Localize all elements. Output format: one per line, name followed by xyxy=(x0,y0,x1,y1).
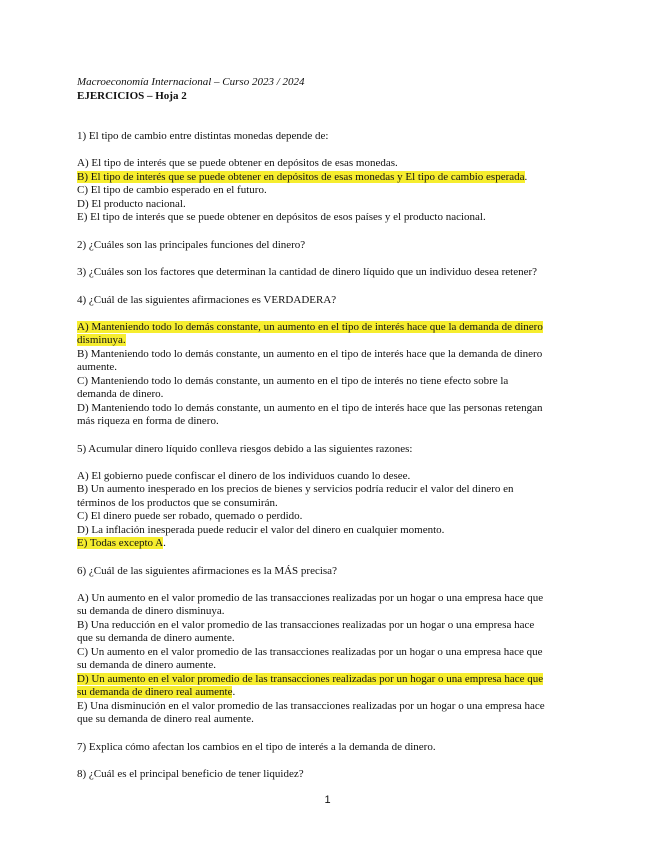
q1-option-a: A) El tipo de interés que se puede obtener en depósitos de esas monedas. xyxy=(77,157,398,169)
document-page xyxy=(77,76,587,782)
course-header: Macroeconomía Internacional – Curso 2023 / 2024 xyxy=(77,76,305,88)
highlighted-answer: E) Todas excepto A xyxy=(77,537,164,549)
q4-option-c: C) Manteniendo todo lo demás constante, un aumento en el tipo de interés no tiene efecto sobre la demanda de dinero. xyxy=(77,374,509,400)
highlighted-answer-cont: su demanda de dinero real aumente xyxy=(77,686,233,698)
question-1: 1) El tipo de cambio entre distintas monedas depende de: xyxy=(77,130,329,142)
question-4: 4) ¿Cuál de las siguientes afirmaciones es VERDADERA? xyxy=(77,293,337,306)
q5-option-e: E) Todas excepto A. xyxy=(77,537,166,549)
page-number: 1 xyxy=(324,794,331,806)
q4-option-d: D) Manteniendo todo lo demás constante, un aumento en el tipo de interés hace que las personas retengan más riqueza en forma de dinero. xyxy=(77,401,543,427)
question-6: 6) ¿Cuál de las siguientes afirmaciones es la MÁS precisa? xyxy=(77,564,337,577)
question-3: 3) ¿Cuáles son los factores que determinan la cantidad de dinero líquido que un individuo desea retener? xyxy=(77,266,538,278)
highlighted-answer: B) El tipo de interés que se puede obtener en depósitos de esas monedas y El tipo de cambio esperada xyxy=(77,170,525,183)
q5-option-b: B) Un aumento inesperado en los precios de bienes y servicios podría reducir el valor del dinero en términos de los productos que se consumirán. xyxy=(77,483,514,509)
question-5: 5) Acumular dinero líquido conlleva riesgos debido a las siguientes razones: xyxy=(77,442,413,455)
q6-option-b: B) Una reducción en el valor promedio de las transacciones realizadas por un hogar o una empresa hace que su demanda de dinero aumente. xyxy=(77,618,535,644)
highlighted-answer: D) Un aumento en el valor promedio de las transacciones realizadas por un hogar o una empresa hace que xyxy=(77,672,544,685)
q1-option-d: D) El producto nacional. xyxy=(77,197,186,210)
q4-option-b: B) Manteniendo todo lo demás constante, un aumento en el tipo de interés hace que la demanda de dinero aumente. xyxy=(77,347,543,373)
q5-option-d: D) La inflación inesperada puede reducir el valor del dinero en cualquier momento. xyxy=(77,523,445,536)
q1-option-b: B) El tipo de interés que se puede obtener en depósitos de esas monedas y El tipo de cambio esperada. xyxy=(77,170,528,183)
q1-option-c: C) El tipo de cambio esperado en el futuro. xyxy=(77,184,267,196)
q4-option-a xyxy=(77,321,587,348)
q6-option-a: A) Un aumento en el valor promedio de las transacciones realizadas por un hogar o una empresa hace que su demanda de dinero disminuya. xyxy=(77,591,544,617)
q5-option-c: C) El dinero puede ser robado, quemado o perdido. xyxy=(77,510,303,522)
sheet-title: EJERCICIOS – Hoja 2 xyxy=(77,89,187,102)
q6-option-e: E) Una disminución en el valor promedio de las transacciones realizadas por un hogar o una empresa hace que su demanda de dinero real aumente. xyxy=(77,699,545,725)
highlighted-answer: A) Manteniendo todo lo demás constante, un aumento en el tipo de interés hace que la demanda de dinero xyxy=(77,320,543,333)
q6-option-d: D) Un aumento en el valor promedio de las transacciones realizadas por un hogar o una empresa hace que su demanda de dinero real aumente. xyxy=(77,672,544,698)
highlighted-answer-cont: disminuya. xyxy=(77,334,126,346)
q5-option-a: A) El gobierno puede confiscar el dinero de los individuos cuando lo desee. xyxy=(77,469,411,482)
question-2: 2) ¿Cuáles son las principales funciones del dinero? xyxy=(77,238,306,251)
q6-option-c: C) Un aumento en el valor promedio de las transacciones realizadas por un hogar o una empresa hace que su demanda de dinero aumente. xyxy=(77,645,543,671)
question-8: 8) ¿Cuál es el principal beneficio de tener liquidez? xyxy=(77,768,304,780)
question-7: 7) Explica cómo afectan los cambios en el tipo de interés a la demanda de dinero. xyxy=(77,740,436,753)
q1-option-e: E) El tipo de interés que se puede obtener en depósitos de esos países y el producto nacional. xyxy=(77,211,486,223)
